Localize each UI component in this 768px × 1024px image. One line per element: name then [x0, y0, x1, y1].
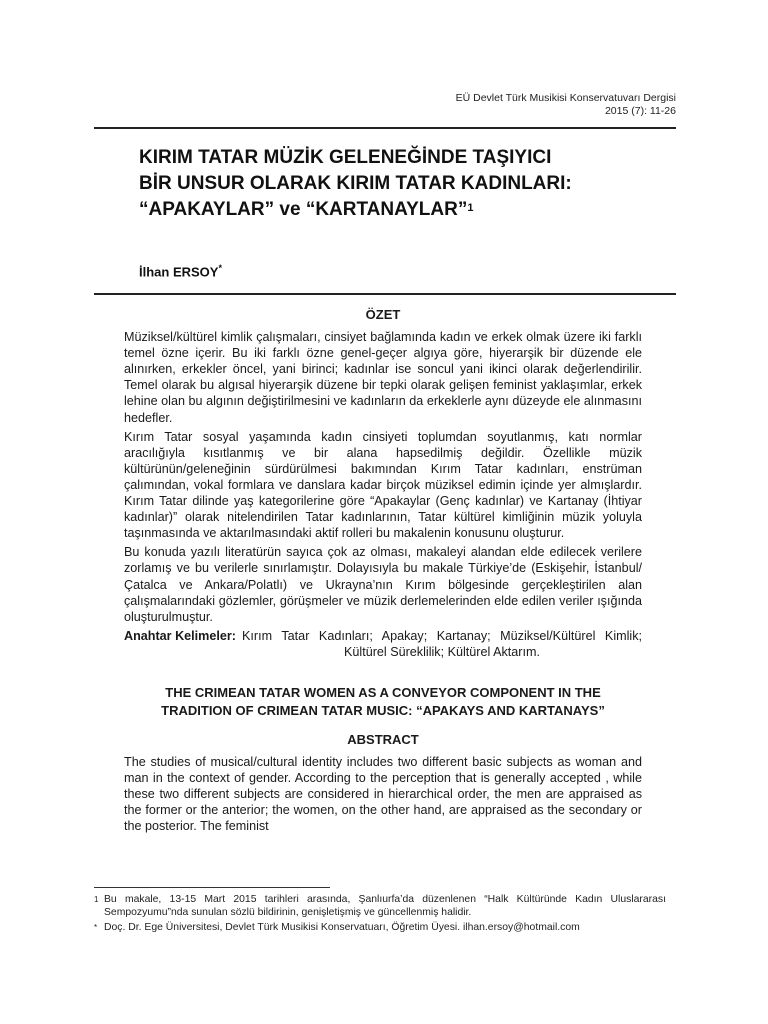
title-line-2: BİR UNSUR OLARAK KIRIM TATAR KADINLARI:	[139, 173, 572, 194]
keywords-label: Anahtar Kelimeler:	[124, 628, 236, 643]
journal-name: EÜ Devlet Türk Musikisi Konservatuvarı Dergisi	[455, 92, 676, 104]
english-title-line-2: TRADITION OF CRIMEAN TATAR MUSIC: “APAKAYS AND KARTANAYS”	[161, 702, 605, 718]
article-title	[139, 145, 659, 223]
author-name: İlhan ERSOY	[139, 264, 219, 280]
author-footnote-mark: *	[218, 263, 222, 273]
footnote-author-mark: *	[94, 923, 98, 932]
author	[139, 263, 222, 279]
title-line-3-text: “APAKAYLAR” ve “KARTANAYLAR”	[139, 199, 468, 220]
keywords-text: Kırım Tatar Kadınları; Apakay; Kartanay; Müziksel/Kültürel Kimlik; Kültürel Süreklilik; Kültürel Aktarım.	[241, 628, 642, 659]
title-line-3	[139, 197, 659, 223]
journal-issue: 2015 (7): 11-26	[604, 105, 676, 117]
english-title-line-1: THE CRIMEAN TATAR WOMEN AS A CONVEYOR COMPONENT IN THE	[165, 684, 601, 700]
header-rule	[94, 127, 676, 129]
journal-header	[456, 92, 676, 118]
footnote-rule	[94, 887, 330, 888]
footnote-1-text: Bu makale, 13-15 Mart 2015 tarihleri arasında, Şanlıurfa’da düzenlenen “Halk Kültüründe Kadın Uluslararası Sempozyumu”nda sunulan sözlü bildirinin, genişletişmiş ve güncellenmiş halidir.	[104, 894, 666, 918]
ozet-paragraph-3: Bu konuda yazılı literatürün sayıca çok az olması, makaleyi alandan elde edilecek verilere zorlamış ve bu verilerle sınırlamıştır. Dolayısıyla bu makale Türkiye’de (Eskişehir, İstanbul/Çatalca ve Ankara/Polatlı) ve Ukrayna’nın Kırım bölgesinde gerçekleştirilen alan çalışmalarındaki gözlemler, görüşmeler ve müzik derlemelerinden elde edilen veriler ışığında oluşturulmuştur.	[124, 545, 642, 624]
title-line-1: KIRIM TATAR MÜZİK GELENEĞİNDE TAŞIYICI	[139, 147, 552, 168]
footnote-1	[94, 893, 666, 919]
english-title	[124, 684, 642, 720]
footnote-author	[94, 921, 666, 934]
abstract-paragraph: The studies of musical/cultural identity includes two different basic subjects as woman and man in the context of gender. According to the perception that is generally accepted , while these two different subjects are considered in hierarchical order, the men are appraised as the former or the anterior; the women, on the other hand, are appraised as the secondary or the posterior. The feminist	[124, 755, 642, 834]
keywords	[124, 628, 642, 660]
footnote-1-mark: 1	[94, 895, 99, 904]
footnotes	[94, 893, 666, 936]
title-footnote-mark: 1	[467, 202, 474, 214]
ozet-heading: ÖZET	[365, 307, 401, 322]
author-rule	[94, 293, 676, 295]
ozet-paragraph-2: Kırım Tatar sosyal yaşamında kadın cinsiyeti toplumdan soyutlanmış, katı normlar aracılığıyla kısıtlanmış ve bir alana hapsedilmiş değildir. Özellikle müzik kültürünün/geleneğinin sürdürülmesi bakımından Kırım Tatar kadınları, enstrüman çalımından, vokal formlara ve danslara kadar birçok müziksel edimin içinde yer almışlardır. Kırım Tatar dilinde yaş kategorilerine göre “Apakaylar (Genç kadınlar) ve Kartanay (İhtiyar kadınlar)” olarak nitelendirilen Tatar kadınlarının, Tatar kültürel kimliğinin müzik yoluyla taşınmasında ve aktarılmasındaki aktif rolleri bu makalenin konusunu oluşturur.	[124, 429, 642, 541]
footnote-author-text: Doç. Dr. Ege Üniversitesi, Devlet Türk Musikisi Konservatuarı, Öğretim Üyesi. ilhan.ersoy@hotmail.com	[104, 922, 580, 933]
abstract-heading: ABSTRACT	[347, 731, 419, 747]
article-body	[124, 307, 642, 838]
ozet-paragraph-1: Müziksel/kültürel kimlik çalışmaları, cinsiyet bağlamında kadın ve erkek olmak üzere iki farklı temel özne içerir. Bu iki farklı özne genel-geçer algıya göre, hiyerarşik bir düzende ele alınırken, erkekler öncel, yani birinci; kadınlar ise soncul yani ikinci olarak değerlendirilir. Temel olarak bu algısal hiyerarşik düzene bir tepki olarak gelişen feminist yaklaşımlar, erkek lehine olan bu algının değiştirilmesini ve kadınların da erkeklerle aynı düzeyde ele alınmasını hedefler.	[124, 330, 642, 425]
